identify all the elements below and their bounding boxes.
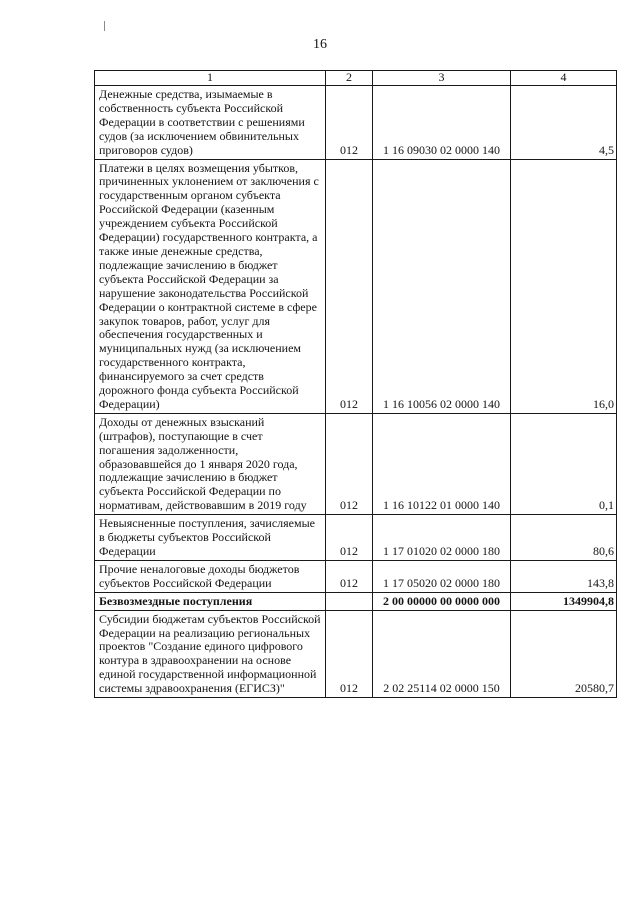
admin-code-cell: 012: [326, 159, 373, 413]
scan-mark: [104, 21, 105, 31]
amount-cell: 16,0: [511, 159, 617, 413]
page-number: 16: [313, 37, 327, 52]
admin-code-cell: 012: [326, 413, 373, 514]
revenue-name-cell: Денежные средства, изымаемые в собственность субъекта Российской Федерации в соответствии с решениями судов (за исключением обвинительных приговоров судов): [95, 86, 326, 160]
table-row: [95, 159, 617, 413]
admin-code-cell: 012: [326, 560, 373, 592]
budget-classification-code-cell: 1 17 01020 02 0000 180: [373, 515, 511, 561]
budget-classification-code-cell: 2 02 25114 02 0000 150: [373, 610, 511, 697]
section-total-row: [95, 592, 617, 610]
budget-classification-code-cell: 1 16 10056 02 0000 140: [373, 159, 511, 413]
admin-code-cell: 012: [326, 515, 373, 561]
column-header-2: 2: [326, 71, 373, 86]
table-row: [95, 610, 617, 697]
revenue-name-cell: Невыясненные поступления, зачисляемые в бюджеты субъектов Российской Федерации: [95, 515, 326, 561]
budget-classification-code-cell: 1 16 10122 01 0000 140: [373, 413, 511, 514]
revenue-name-cell: Платежи в целях возмещения убытков, причиненных уклонением от заключения с государственным органом субъекта Российской Федерации (казенным учреждением субъекта Российской Федерации) государственного контракта, а также иные денежные средства, подлежащие зачислению в бюджет субъекта Российской Федерации за нарушение законодательства Российской Федерации о контрактной системе в сфере закупок товаров, работ, услуг для обеспечения государственных и муниципальных нужд (за исключением государственного контракта, финансируемого за счет средств дорожного фонда субъекта Российской Федерации): [95, 159, 326, 413]
budget-classification-code-cell: 2 00 00000 00 0000 000: [373, 592, 511, 610]
table-row: [95, 560, 617, 592]
amount-cell: 20580,7: [511, 610, 617, 697]
table-row: [95, 86, 617, 160]
amount-cell: 80,6: [511, 515, 617, 561]
budget-classification-code-cell: 1 16 09030 02 0000 140: [373, 86, 511, 160]
revenue-name-cell: Субсидии бюджетам субъектов Российской Федерации на реализацию региональных проектов "Создание единого цифрового контура в здравоохранении на основе единой государственной информационной системы здравоохранения (ЕГИСЗ)": [95, 610, 326, 697]
column-header-3: 3: [373, 71, 511, 86]
amount-cell: 1349904,8: [511, 592, 617, 610]
amount-cell: 143,8: [511, 560, 617, 592]
budget-classification-code-cell: 1 17 05020 02 0000 180: [373, 560, 511, 592]
admin-code-cell: [326, 592, 373, 610]
admin-code-cell: 012: [326, 610, 373, 697]
revenue-table: [94, 70, 617, 698]
amount-cell: 0,1: [511, 413, 617, 514]
revenue-name-cell: Доходы от денежных взысканий (штрафов), поступающие в счет погашения задолженности, образовавшейся до 1 января 2020 года, подлежащие зачислению в бюджет субъекта Российской Федерации по нормативам, действовавшим в 2019 году: [95, 413, 326, 514]
table-row: [95, 413, 617, 514]
header-row: [95, 71, 617, 86]
revenue-name-cell: Прочие неналоговые доходы бюджетов субъектов Российской Федерации: [95, 560, 326, 592]
column-header-4: 4: [511, 71, 617, 86]
revenue-name-cell: Безвозмездные поступления: [95, 592, 326, 610]
amount-cell: 4,5: [511, 86, 617, 160]
admin-code-cell: 012: [326, 86, 373, 160]
table-row: [95, 515, 617, 561]
column-header-1: 1: [95, 71, 326, 86]
